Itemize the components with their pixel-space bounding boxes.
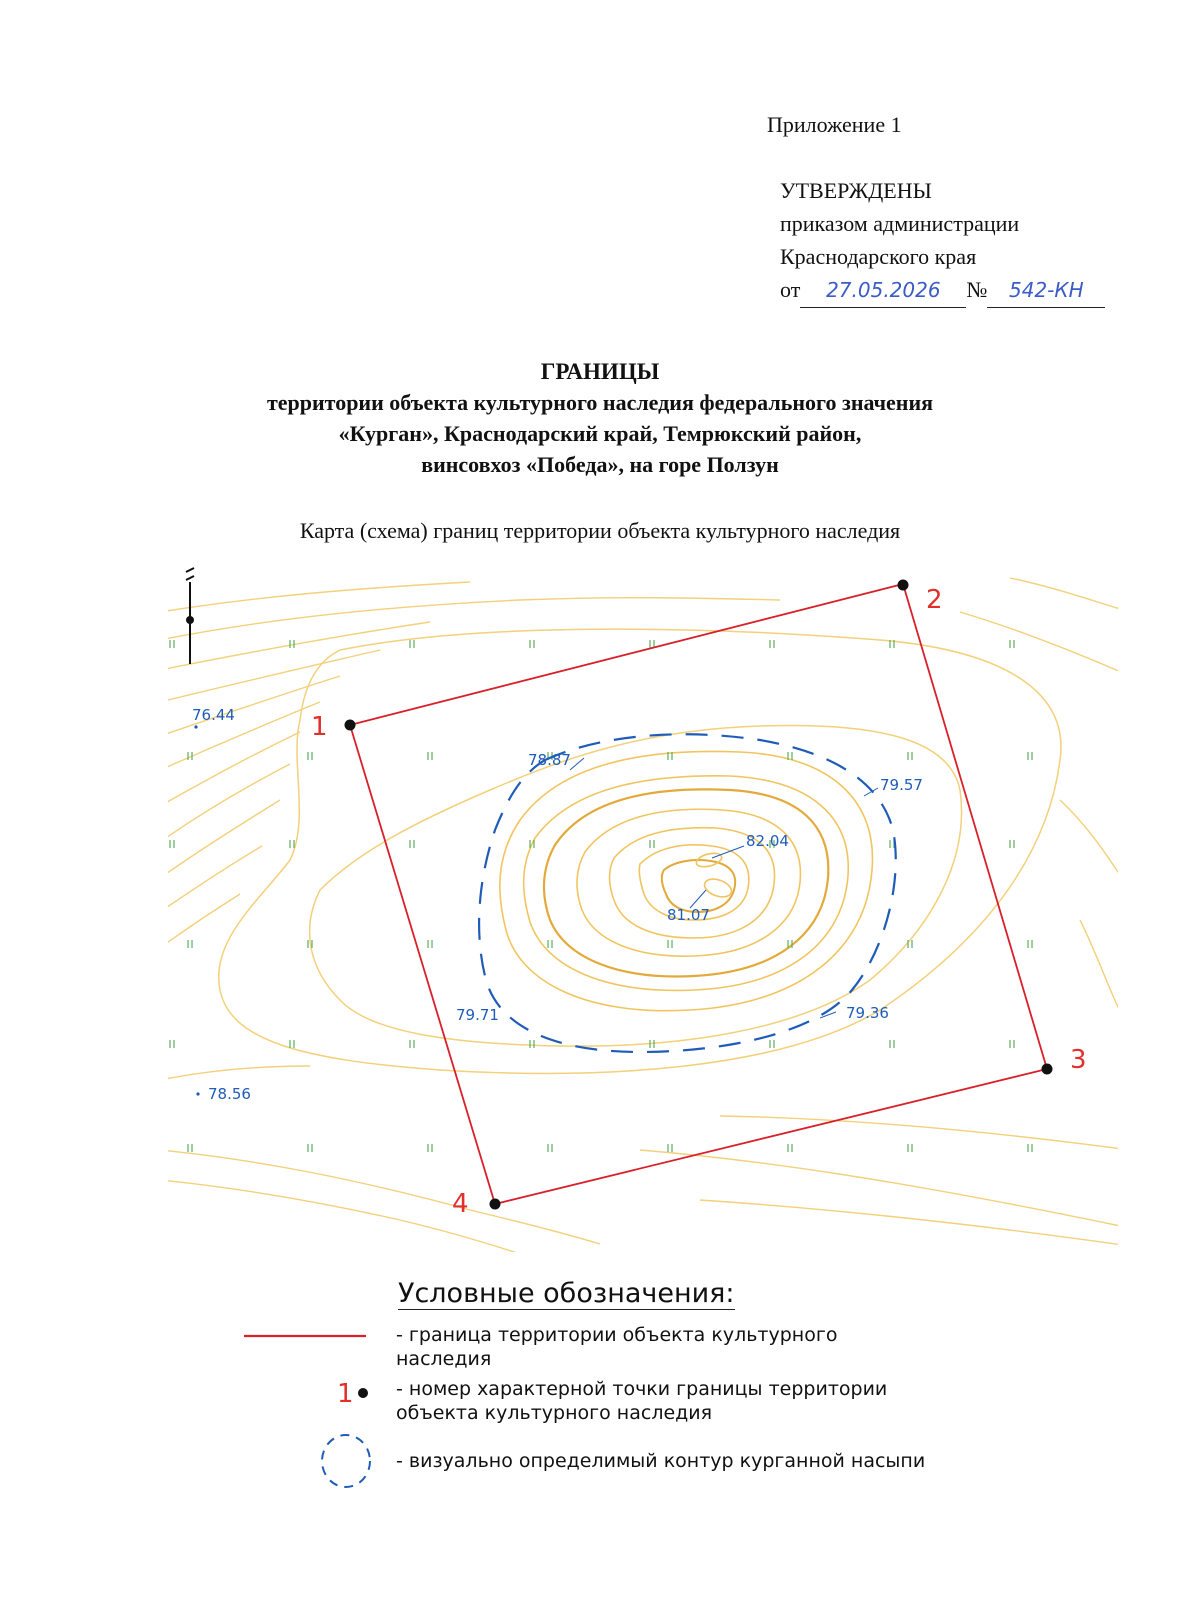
- contour-line: [160, 846, 262, 912]
- contour-line: [1080, 920, 1130, 1030]
- contour-line: [160, 650, 380, 702]
- legend-boundary-text: [396, 1323, 837, 1371]
- point-label-2: 2: [926, 585, 943, 615]
- contour-line: [160, 800, 280, 878]
- contour-line: [160, 622, 430, 670]
- title-line-3: винсовхоз «Победа», на горе Ползун: [421, 452, 779, 477]
- point-label-4: 4: [452, 1189, 469, 1219]
- elevation-label: 78.56: [208, 1085, 251, 1103]
- legend-point-line-2: объекта культурного наследия: [396, 1402, 713, 1424]
- elevation-label: 76.44: [192, 706, 235, 724]
- number-value: 542-КН: [1009, 278, 1084, 302]
- appendix-label: Приложение 1: [767, 112, 902, 137]
- elevation-label: 81.07: [667, 906, 710, 924]
- elevation-dot: [194, 725, 197, 728]
- contour-line: [160, 1066, 310, 1080]
- legend-mound-text: - визуально определимый контур курганной насыпи: [396, 1450, 926, 1472]
- legend-title: [398, 1278, 735, 1309]
- elevation-label: 79.36: [846, 1004, 889, 1022]
- map-subtitle: Карта (схема) границ территории объекта культурного наследия: [299, 518, 901, 543]
- contour-line: [160, 582, 470, 612]
- approved-line-2: приказом администрации: [780, 211, 1020, 236]
- contour-line: [720, 1116, 1130, 1150]
- contour-peak: [702, 876, 734, 901]
- legend-title-text: Условные обозначения:: [398, 1278, 735, 1309]
- point-label-3: 3: [1070, 1045, 1087, 1075]
- legend-point-dot: [358, 1388, 368, 1398]
- contour-line: [700, 1200, 1130, 1246]
- grass-marks: [170, 640, 1032, 1152]
- boundary-points: [345, 580, 1053, 1210]
- elevation-label: 79.57: [880, 776, 923, 794]
- point-label-1: 1: [311, 712, 328, 742]
- title-heading: ГРАНИЦЫ: [540, 359, 660, 384]
- north-arrow-icon: [186, 568, 194, 664]
- contour-line: [160, 1150, 600, 1244]
- legend-point-line-1: - номер характерной точки границы территории: [396, 1378, 888, 1400]
- contour-lines: [160, 578, 1130, 1254]
- legend-mound-symbol: [322, 1435, 370, 1487]
- contour-line: [160, 764, 290, 842]
- contour-line: [219, 629, 1061, 1073]
- date-prefix: от: [780, 277, 801, 302]
- contour-line-main: [544, 789, 828, 976]
- boundary-point-2: [898, 580, 909, 591]
- mound-contour: [479, 734, 896, 1052]
- approved-line-3: Краснодарского края: [780, 244, 977, 269]
- contour-line: [1010, 578, 1130, 612]
- elevation-label: 79.71: [456, 1006, 499, 1024]
- legend-boundary-line-2: наследия: [396, 1348, 492, 1370]
- contour-line: [1060, 800, 1130, 890]
- legend-boundary-line-1: - граница территории объекта культурного: [396, 1324, 838, 1346]
- contour-line: [960, 612, 1130, 676]
- legend-point-number: 1: [337, 1379, 354, 1409]
- title-line-2: «Курган», Краснодарский край, Темрюкский район,: [338, 421, 862, 446]
- territory-boundary: [350, 584, 1047, 1204]
- elevation-dot: [196, 1092, 199, 1095]
- approved-line-1: УТВЕРЖДЕНЫ: [780, 178, 932, 203]
- contour-line: [310, 725, 962, 1046]
- contour-line-main: [662, 860, 735, 912]
- title-line-1: территории объекта культурного наследия федерального значения: [266, 390, 934, 415]
- legend-point-text: [396, 1377, 887, 1425]
- elevation-leaders: [570, 758, 878, 1018]
- date-value: 27.05.2026: [826, 278, 941, 302]
- boundary-point-3: [1042, 1064, 1053, 1075]
- contour-line: [160, 702, 320, 770]
- boundary-point-1: [345, 720, 356, 731]
- elevation-label: 78.87: [528, 751, 571, 769]
- elevation-label: 82.04: [746, 832, 789, 850]
- number-prefix: №: [966, 277, 988, 302]
- boundary-point-4: [490, 1199, 501, 1210]
